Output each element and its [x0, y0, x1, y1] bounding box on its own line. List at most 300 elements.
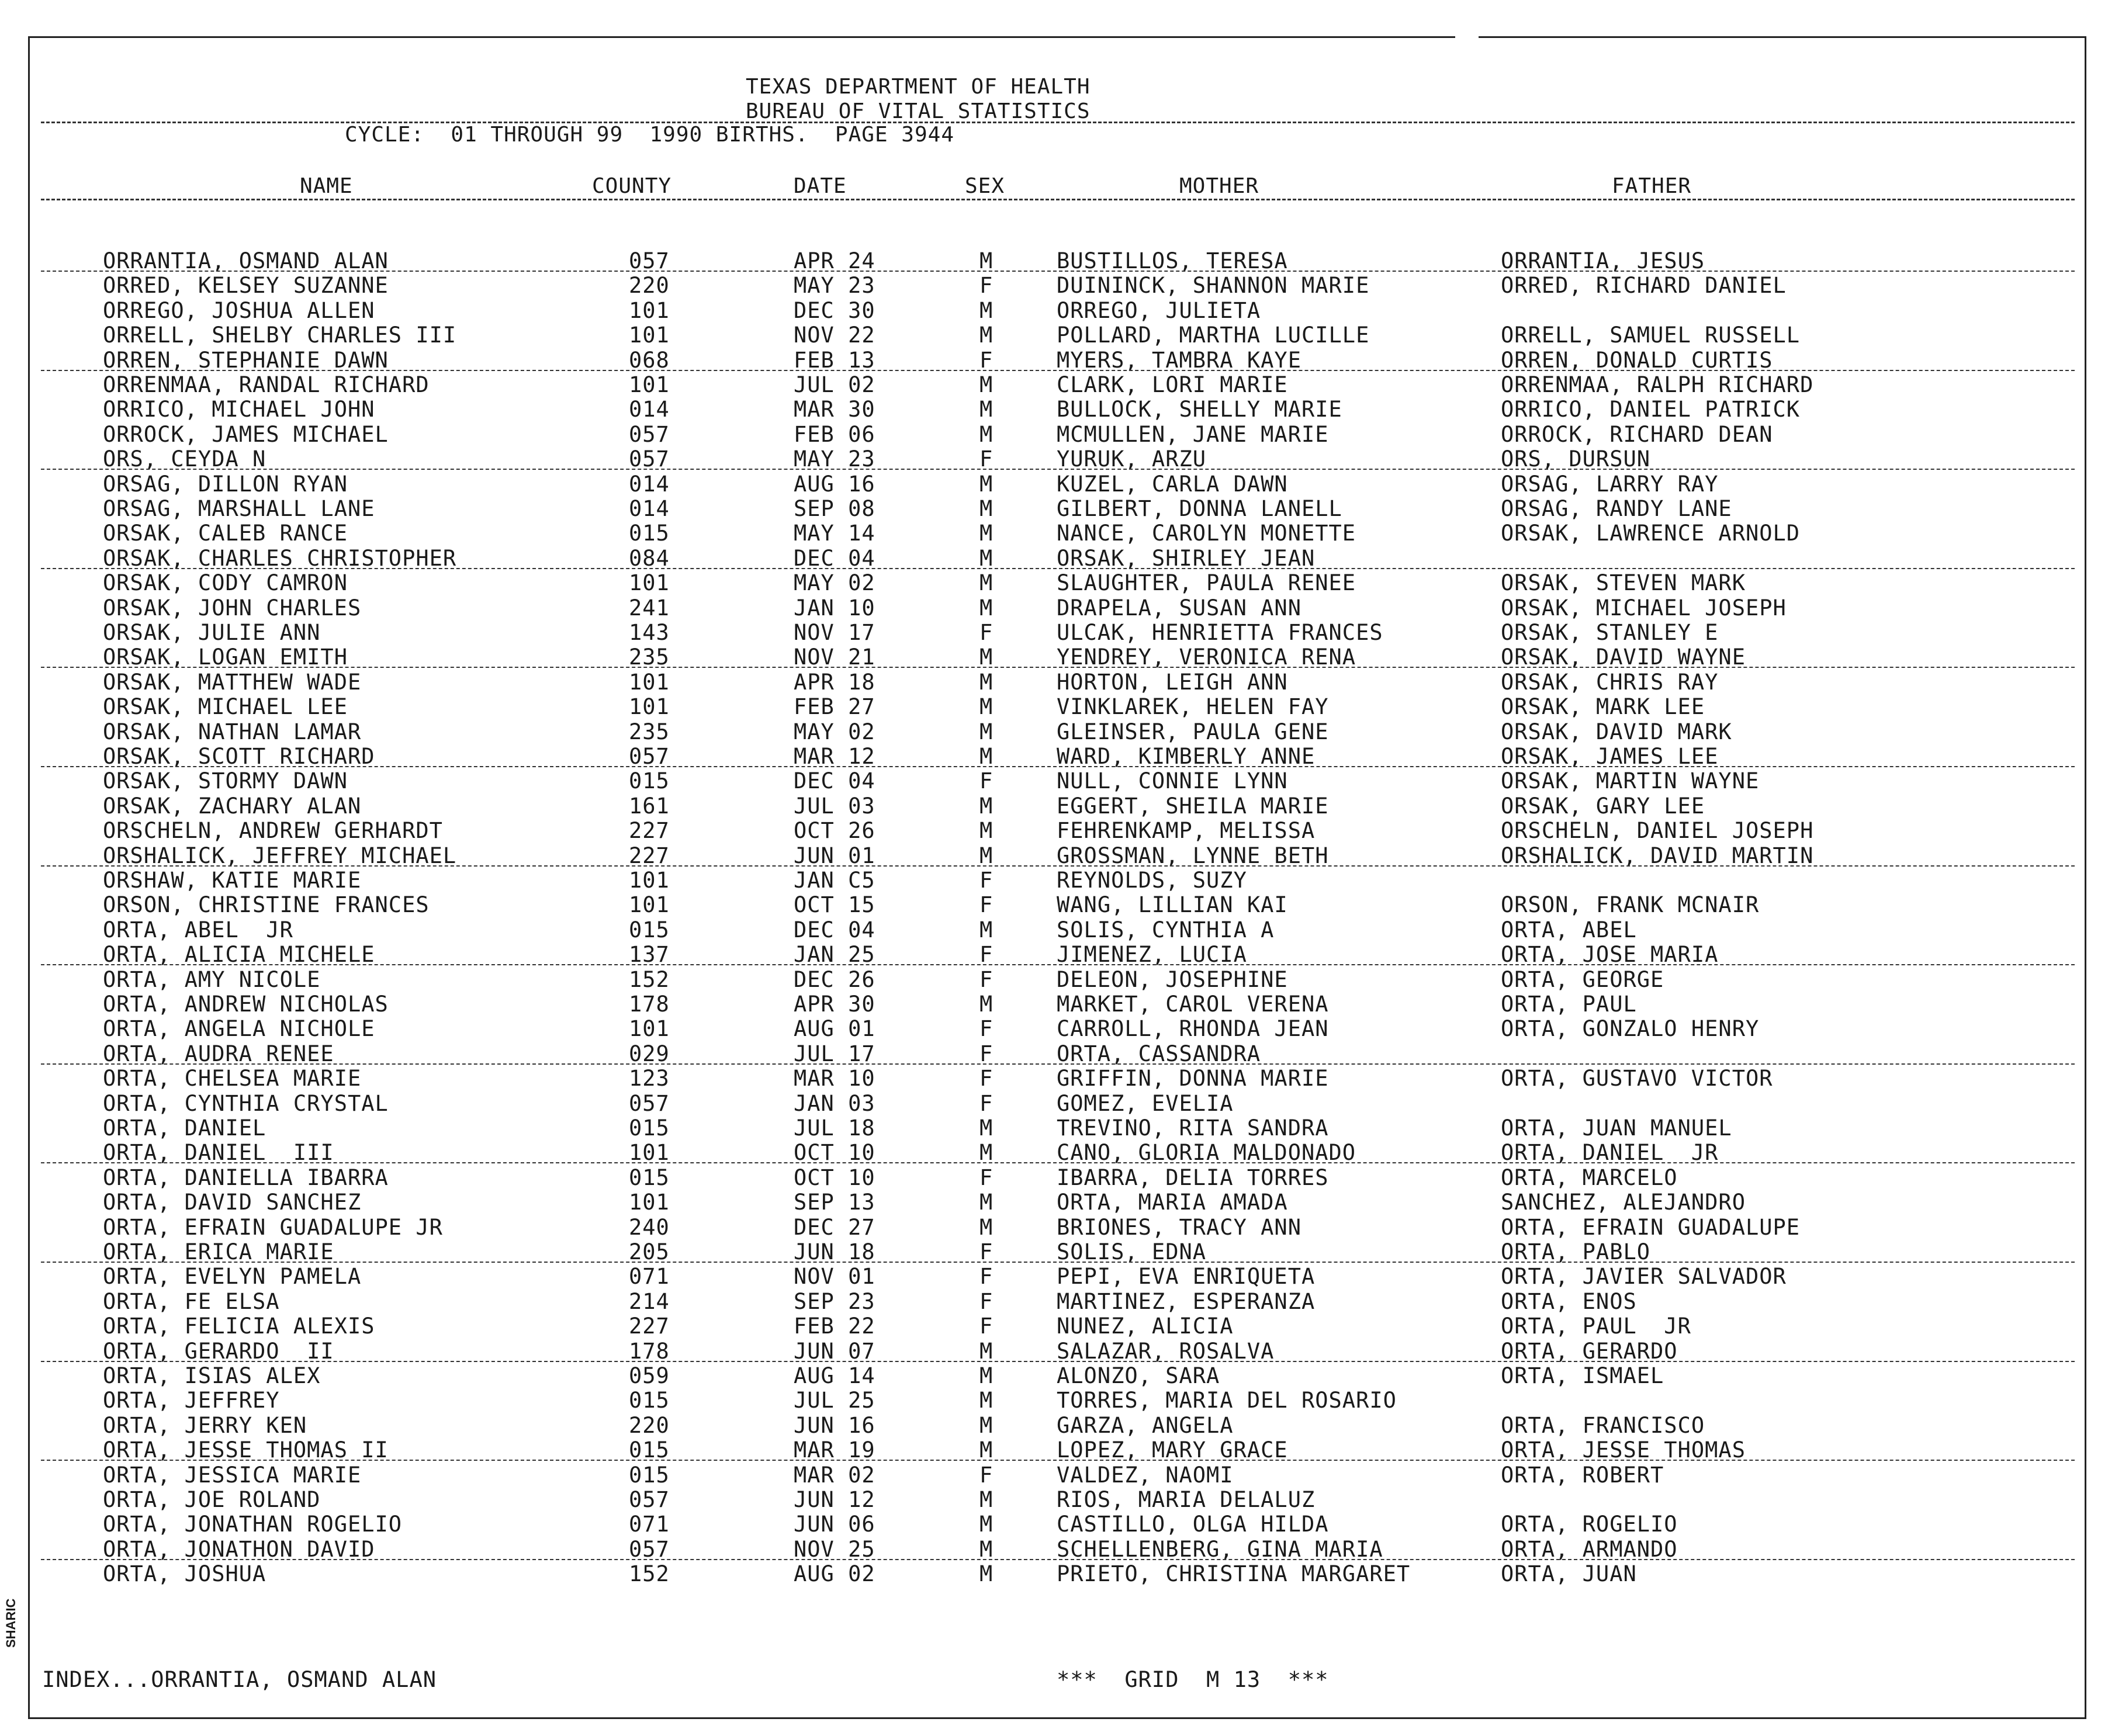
cell-father: ORSAK, MARK LEE	[1501, 694, 1705, 720]
cell-county: 015	[629, 1437, 670, 1463]
cell-name: ORSAK, CALEB RANCE	[103, 521, 348, 546]
frame-gap	[1455, 30, 1479, 42]
table-row	[0, 744, 2115, 768]
cell-father: ORTA, PAUL	[1501, 992, 1637, 1017]
table-row	[0, 1339, 2115, 1363]
row-underline	[41, 1162, 2075, 1163]
table-row	[0, 868, 2115, 892]
cell-sex: F	[979, 1090, 994, 1116]
cell-name: ORTA, FE ELSA	[103, 1288, 280, 1314]
cell-father: ORSCHELN, DANIEL JOSEPH	[1501, 818, 1814, 844]
cell-date: FEB 27	[794, 694, 875, 720]
table-row	[0, 620, 2115, 644]
cell-mother: WANG, LILLIAN KAI	[1057, 892, 1288, 918]
table-row	[0, 1066, 2115, 1090]
cell-date: DEC 04	[794, 917, 875, 943]
cell-sex: M	[979, 793, 994, 819]
cell-date: MAY 02	[794, 570, 875, 596]
cell-father: ORSAK, DAVID WAYNE	[1501, 644, 1746, 670]
cell-mother: GILBERT, DONNA LANELL	[1057, 496, 1342, 521]
cell-name: ORRELL, SHELBY CHARLES III	[103, 323, 457, 348]
cell-date: AUG 14	[794, 1363, 875, 1388]
cell-name: ORS, CEYDA N	[103, 446, 266, 472]
cell-father: ORTA, PAUL JR	[1501, 1314, 1691, 1339]
cell-name: ORSAK, ZACHARY ALAN	[103, 793, 362, 819]
cell-sex: M	[979, 1388, 994, 1413]
cell-sex: F	[979, 620, 994, 645]
row-underline	[41, 568, 2075, 569]
cell-father: ORTA, ROGELIO	[1501, 1512, 1678, 1537]
cell-name: ORRANTIA, OSMAND ALAN	[103, 248, 389, 273]
cell-date: JUL 25	[794, 1388, 875, 1413]
cell-county: 235	[629, 644, 670, 670]
cell-father: ORRENMAA, RALPH RICHARD	[1501, 372, 1814, 397]
cell-father: ORRANTIA, JESUS	[1501, 248, 1705, 273]
table-row	[0, 917, 2115, 942]
cell-county: 220	[629, 273, 670, 299]
cell-mother: DUININCK, SHANNON MARIE	[1057, 273, 1370, 299]
cell-mother: JIMENEZ, LUCIA	[1057, 942, 1247, 968]
cell-father: ORSAG, RANDY LANE	[1501, 496, 1732, 521]
table-row	[0, 323, 2115, 347]
cell-county: 161	[629, 793, 670, 819]
table-row	[0, 1388, 2115, 1412]
cell-sex: M	[979, 1363, 994, 1388]
table-row	[0, 348, 2115, 372]
table-row	[0, 793, 2115, 818]
cell-name: ORTA, JESSE THOMAS II	[103, 1437, 389, 1463]
cell-father: ORTA, PABLO	[1501, 1239, 1651, 1264]
cell-name: ORTA, GERARDO II	[103, 1338, 334, 1364]
row-underline	[41, 964, 2075, 965]
cell-county: 057	[629, 744, 670, 769]
cell-date: OCT 15	[794, 892, 875, 918]
cell-date: JUN 01	[794, 843, 875, 868]
table-row	[0, 1239, 2115, 1264]
cell-sex: M	[979, 1512, 994, 1537]
cell-father: ORTA, GERARDO	[1501, 1338, 1678, 1364]
table-row	[0, 719, 2115, 744]
column-header-sex: SEX	[965, 174, 1005, 198]
cell-name: ORREN, STEPHANIE DAWN	[103, 347, 389, 373]
cell-mother: MCMULLEN, JANE MARIE	[1057, 421, 1329, 447]
cell-father: ORTA, EFRAIN GUADALUPE	[1501, 1214, 1801, 1240]
cell-county: 014	[629, 496, 670, 521]
cell-name: ORTA, ANGELA NICHOLE	[103, 1016, 375, 1042]
cell-county: 015	[629, 1462, 670, 1488]
cell-sex: F	[979, 1066, 994, 1092]
cell-father: ORTA, ROBERT	[1501, 1462, 1664, 1488]
cell-date: AUG 01	[794, 1016, 875, 1042]
cell-county: 178	[629, 1338, 670, 1364]
cell-county: 057	[629, 421, 670, 447]
cell-mother: IBARRA, DELIA TORRES	[1057, 1165, 1329, 1190]
bureau-title: BUREAU OF VITAL STATISTICS	[746, 99, 1091, 123]
cell-date: MAY 14	[794, 521, 875, 546]
cell-date: MAY 23	[794, 273, 875, 299]
cell-date: DEC 04	[794, 768, 875, 794]
cell-name: ORTA, JOE ROLAND	[103, 1487, 321, 1512]
cell-name: ORSAK, CHARLES CHRISTOPHER	[103, 545, 457, 571]
cell-date: DEC 27	[794, 1214, 875, 1240]
cell-date: JUN 06	[794, 1512, 875, 1537]
cell-name: ORTA, AUDRA RENEE	[103, 1041, 334, 1066]
cell-name: ORREGO, JOSHUA ALLEN	[103, 297, 375, 323]
agency-title: TEXAS DEPARTMENT OF HEALTH	[746, 75, 1091, 99]
cell-mother: REYNOLDS, SUZY	[1057, 868, 1247, 893]
table-row	[0, 570, 2115, 595]
cell-date: MAR 30	[794, 397, 875, 422]
cell-county: 137	[629, 942, 670, 968]
cell-name: ORTA, JESSICA MARIE	[103, 1462, 362, 1488]
table-row	[0, 967, 2115, 992]
cell-sex: F	[979, 1239, 994, 1264]
cell-father: ORSAK, LAWRENCE ARNOLD	[1501, 521, 1801, 546]
cell-sex: M	[979, 248, 994, 273]
table-row	[0, 843, 2115, 868]
cell-father: ORSAG, LARRY RAY	[1501, 471, 1719, 497]
cell-father: ORTA, MARCELO	[1501, 1165, 1678, 1190]
table-row	[0, 992, 2115, 1016]
table-row	[0, 1115, 2115, 1140]
cell-mother: BULLOCK, SHELLY MARIE	[1057, 397, 1342, 422]
table-row	[0, 1512, 2115, 1536]
cell-name: ORSHALICK, JEFFREY MICHAEL	[103, 843, 457, 868]
cell-name: ORSAK, CODY CAMRON	[103, 570, 348, 596]
cell-name: ORTA, JEFFREY	[103, 1388, 280, 1413]
cell-mother: GLEINSER, PAULA GENE	[1057, 719, 1329, 744]
cell-county: 057	[629, 248, 670, 273]
cell-sex: F	[979, 868, 994, 893]
cell-father: ORTA, JESSE THOMAS	[1501, 1437, 1746, 1463]
row-underline	[41, 469, 2075, 470]
table-row	[0, 1264, 2115, 1288]
cell-mother: MARKET, CAROL VERENA	[1057, 992, 1329, 1017]
cell-name: ORSON, CHRISTINE FRANCES	[103, 892, 430, 918]
cell-mother: VALDEZ, NAOMI	[1057, 1462, 1234, 1488]
cell-date: JUL 02	[794, 372, 875, 397]
cell-date: DEC 30	[794, 297, 875, 323]
cell-father: ORTA, GUSTAVO VICTOR	[1501, 1066, 1773, 1092]
cell-father: ORSAK, DAVID MARK	[1501, 719, 1732, 744]
row-underline	[41, 766, 2075, 767]
cell-county: 029	[629, 1041, 670, 1066]
cell-date: JUL 17	[794, 1041, 875, 1066]
cell-sex: M	[979, 1536, 994, 1562]
cell-date: FEB 13	[794, 347, 875, 373]
cell-mother: CANO, GLORIA MALDONADO	[1057, 1140, 1356, 1166]
cell-sex: M	[979, 818, 994, 844]
table-row	[0, 1140, 2115, 1165]
cell-sex: M	[979, 1437, 994, 1463]
cell-name: ORTA, ANDREW NICHOLAS	[103, 992, 389, 1017]
cell-mother: PRIETO, CHRISTINA MARGARET	[1057, 1561, 1411, 1587]
cell-county: 101	[629, 570, 670, 596]
cell-name: ORSAK, JULIE ANN	[103, 620, 321, 645]
cell-father: ORSAK, GARY LEE	[1501, 793, 1705, 819]
cell-name: ORRICO, MICHAEL JOHN	[103, 397, 375, 422]
cell-sex: F	[979, 273, 994, 299]
cell-name: ORSAK, STORMY DAWN	[103, 768, 348, 794]
cell-county: 220	[629, 1412, 670, 1438]
cell-county: 071	[629, 1264, 670, 1290]
cell-county: 152	[629, 966, 670, 992]
cell-father: ORSAK, STANLEY E	[1501, 620, 1719, 645]
cell-date: SEP 08	[794, 496, 875, 521]
cell-father: ORTA, ISMAEL	[1501, 1363, 1664, 1388]
cell-date: NOV 25	[794, 1536, 875, 1562]
cell-name: ORTA, DANIEL III	[103, 1140, 334, 1166]
cell-county: 057	[629, 1090, 670, 1116]
table-row	[0, 1091, 2115, 1115]
cell-father: ORSON, FRANK MCNAIR	[1501, 892, 1760, 918]
cell-county: 071	[629, 1512, 670, 1537]
cell-mother: SCHELLENBERG, GINA MARIA	[1057, 1536, 1383, 1562]
row-underline	[41, 1559, 2075, 1560]
table-row	[0, 298, 2115, 323]
cell-mother: GARZA, ANGELA	[1057, 1412, 1234, 1438]
table-row	[0, 496, 2115, 521]
cell-mother: TORRES, MARIA DEL ROSARIO	[1057, 1388, 1397, 1413]
cell-name: ORTA, JONATHON DAVID	[103, 1536, 375, 1562]
cell-father: ORRED, RICHARD DANIEL	[1501, 273, 1787, 299]
cell-mother: MYERS, TAMBRA KAYE	[1057, 347, 1301, 373]
table-row	[0, 546, 2115, 570]
row-underline	[41, 865, 2075, 867]
cell-father: ORSAK, JAMES LEE	[1501, 744, 1719, 769]
cell-date: OCT 10	[794, 1165, 875, 1190]
table-row	[0, 595, 2115, 620]
cell-county: 015	[629, 768, 670, 794]
cell-father: ORTA, JUAN	[1501, 1561, 1637, 1587]
cell-father: ORTA, ABEL	[1501, 917, 1637, 943]
cell-mother: VINKLAREK, HELEN FAY	[1057, 694, 1329, 720]
cell-sex: M	[979, 694, 994, 720]
cell-sex: M	[979, 1561, 994, 1587]
cell-name: ORSAK, SCOTT RICHARD	[103, 744, 375, 769]
cell-mother: GOMEZ, EVELIA	[1057, 1090, 1234, 1116]
table-row	[0, 1016, 2115, 1041]
header-divider-bottom	[41, 199, 2075, 200]
cell-sex: M	[979, 1115, 994, 1141]
cell-mother: YURUK, ARZU	[1057, 446, 1207, 472]
cell-sex: M	[979, 471, 994, 497]
cell-sex: M	[979, 1338, 994, 1364]
cell-date: JUN 12	[794, 1487, 875, 1512]
cell-name: ORTA, ISIAS ALEX	[103, 1363, 321, 1388]
cell-date: SEP 13	[794, 1190, 875, 1215]
cell-mother: NANCE, CAROLYN MONETTE	[1057, 521, 1356, 546]
cell-sex: F	[979, 892, 994, 918]
grid-footer: *** GRID M 13 ***	[1057, 1667, 1329, 1692]
cell-sex: F	[979, 1288, 994, 1314]
cell-father: ORTA, ARMANDO	[1501, 1536, 1678, 1562]
cell-father: ORRICO, DANIEL PATRICK	[1501, 397, 1801, 422]
cell-date: AUG 02	[794, 1561, 875, 1587]
cell-date: MAR 12	[794, 744, 875, 769]
cell-mother: DRAPELA, SUSAN ANN	[1057, 595, 1301, 621]
cell-county: 214	[629, 1288, 670, 1314]
cell-county: 101	[629, 323, 670, 348]
cell-mother: SALAZAR, ROSALVA	[1057, 1338, 1275, 1364]
cell-date: JUL 03	[794, 793, 875, 819]
cell-father: ORRELL, SAMUEL RUSSELL	[1501, 323, 1801, 348]
cell-sex: M	[979, 372, 994, 397]
table-row	[0, 1437, 2115, 1462]
cell-date: JUN 07	[794, 1338, 875, 1364]
cell-date: JUL 18	[794, 1115, 875, 1141]
cell-county: 240	[629, 1214, 670, 1240]
cell-name: ORTA, DAVID SANCHEZ	[103, 1190, 362, 1215]
cell-name: ORTA, ERICA MARIE	[103, 1239, 334, 1264]
cell-sex: M	[979, 1214, 994, 1240]
table-row	[0, 694, 2115, 719]
cell-sex: M	[979, 1140, 994, 1166]
cell-mother: SLAUGHTER, PAULA RENEE	[1057, 570, 1356, 596]
table-row	[0, 446, 2115, 471]
cell-sex: F	[979, 446, 994, 472]
cell-mother: YENDREY, VERONICA RENA	[1057, 644, 1356, 670]
cell-name: ORRENMAA, RANDAL RICHARD	[103, 372, 430, 397]
cell-name: ORSAK, MATTHEW WADE	[103, 669, 362, 695]
cell-name: ORTA, EFRAIN GUADALUPE JR	[103, 1214, 443, 1240]
cell-mother: WARD, KIMBERLY ANNE	[1057, 744, 1316, 769]
table-row	[0, 1041, 2115, 1066]
row-underline	[41, 271, 2075, 272]
cell-name: ORTA, EVELYN PAMELA	[103, 1264, 362, 1290]
cell-sex: F	[979, 1314, 994, 1339]
cell-name: ORSAG, MARSHALL LANE	[103, 496, 375, 521]
column-header-mother: MOTHER	[1179, 174, 1259, 198]
cell-sex: F	[979, 1016, 994, 1042]
cell-name: ORSAG, DILLON RYAN	[103, 471, 348, 497]
cell-mother: ULCAK, HENRIETTA FRANCES	[1057, 620, 1383, 645]
cell-sex: F	[979, 1041, 994, 1066]
cell-mother: CLARK, LORI MARIE	[1057, 372, 1288, 397]
cell-name: ORRED, KELSEY SUZANNE	[103, 273, 389, 299]
column-header-county: COUNTY	[592, 174, 672, 198]
cell-sex: M	[979, 669, 994, 695]
cell-father: ORSAK, STEVEN MARK	[1501, 570, 1746, 596]
cell-mother: ALONZO, SARA	[1057, 1363, 1220, 1388]
cell-county: 152	[629, 1561, 670, 1587]
cell-date: SEP 23	[794, 1288, 875, 1314]
index-footer: INDEX...ORRANTIA, OSMAND ALAN	[42, 1667, 437, 1692]
cell-date: JAN 03	[794, 1090, 875, 1116]
table-row	[0, 422, 2115, 446]
column-header-name: NAME	[300, 174, 353, 198]
cell-date: OCT 26	[794, 818, 875, 844]
cell-mother: MARTINEZ, ESPERANZA	[1057, 1288, 1316, 1314]
cell-mother: CASTILLO, OLGA HILDA	[1057, 1512, 1329, 1537]
cell-county: 227	[629, 1314, 670, 1339]
cell-mother: ORREGO, JULIETA	[1057, 297, 1261, 323]
cell-sex: M	[979, 323, 994, 348]
cell-mother: BRIONES, TRACY ANN	[1057, 1214, 1301, 1240]
table-row	[0, 1561, 2115, 1586]
table-row	[0, 372, 2115, 397]
cell-father: ORTA, DANIEL JR	[1501, 1140, 1719, 1166]
cell-father: ORTA, GONZALO HENRY	[1501, 1016, 1760, 1042]
cell-county: 101	[629, 694, 670, 720]
cell-county: 068	[629, 347, 670, 373]
table-row	[0, 1487, 2115, 1512]
cell-mother: CARROLL, RHONDA JEAN	[1057, 1016, 1329, 1042]
cell-mother: GROSSMAN, LYNNE BETH	[1057, 843, 1329, 868]
cell-sex: M	[979, 744, 994, 769]
cell-name: ORTA, ALICIA MICHELE	[103, 942, 375, 968]
cell-name: ORSAK, NATHAN LAMAR	[103, 719, 362, 744]
cell-county: 015	[629, 521, 670, 546]
cell-father: ORSHALICK, DAVID MARTIN	[1501, 843, 1814, 868]
cell-county: 101	[629, 669, 670, 695]
cell-sex: M	[979, 1487, 994, 1512]
cell-mother: LOPEZ, MARY GRACE	[1057, 1437, 1288, 1463]
cell-county: 015	[629, 917, 670, 943]
cell-sex: M	[979, 570, 994, 596]
table-row	[0, 1314, 2115, 1338]
cell-county: 101	[629, 1190, 670, 1215]
cell-father: ORTA, FRANCISCO	[1501, 1412, 1705, 1438]
cell-mother: POLLARD, MARTHA LUCILLE	[1057, 323, 1370, 348]
cell-sex: M	[979, 397, 994, 422]
cell-date: MAR 19	[794, 1437, 875, 1463]
cell-county: 178	[629, 992, 670, 1017]
cell-mother: BUSTILLOS, TERESA	[1057, 248, 1288, 273]
cell-date: FEB 22	[794, 1314, 875, 1339]
cell-father: ORTA, JUAN MANUEL	[1501, 1115, 1732, 1141]
cell-date: AUG 16	[794, 471, 875, 497]
cell-county: 227	[629, 818, 670, 844]
cell-mother: ORSAK, SHIRLEY JEAN	[1057, 545, 1316, 571]
cell-date: DEC 04	[794, 545, 875, 571]
table-row	[0, 521, 2115, 545]
cell-name: ORSAK, MICHAEL LEE	[103, 694, 348, 720]
cell-sex: M	[979, 496, 994, 521]
cell-county: 235	[629, 719, 670, 744]
cell-father: ORTA, ENOS	[1501, 1288, 1637, 1314]
cell-sex: M	[979, 521, 994, 546]
cell-mother: FEHRENKAMP, MELISSA	[1057, 818, 1316, 844]
cell-date: OCT 10	[794, 1140, 875, 1166]
cell-name: ORTA, AMY NICOLE	[103, 966, 321, 992]
cell-sex: F	[979, 942, 994, 968]
cell-date: JAN 10	[794, 595, 875, 621]
table-row	[0, 1165, 2115, 1190]
cell-father: ORSAK, CHRIS RAY	[1501, 669, 1719, 695]
cell-county: 101	[629, 1140, 670, 1166]
row-underline	[41, 1361, 2075, 1362]
cell-date: NOV 22	[794, 323, 875, 348]
cell-sex: M	[979, 545, 994, 571]
cell-sex: F	[979, 1165, 994, 1190]
cell-sex: M	[979, 1190, 994, 1215]
cell-name: ORTA, CYNTHIA CRYSTAL	[103, 1090, 389, 1116]
cell-county: 101	[629, 1016, 670, 1042]
cell-name: ORTA, DANIEL	[103, 1115, 266, 1141]
cell-name: ORSHAW, KATIE MARIE	[103, 868, 362, 893]
cell-county: 241	[629, 595, 670, 621]
cell-county: 101	[629, 372, 670, 397]
cell-father: ORSAK, MICHAEL JOSEPH	[1501, 595, 1787, 621]
cell-date: JUN 18	[794, 1239, 875, 1264]
cell-date: FEB 06	[794, 421, 875, 447]
cell-father: ORROCK, RICHARD DEAN	[1501, 421, 1773, 447]
cell-mother: NULL, CONNIE LYNN	[1057, 768, 1288, 794]
cell-county: 101	[629, 892, 670, 918]
cell-date: JAN C5	[794, 868, 875, 893]
cell-sex: M	[979, 297, 994, 323]
